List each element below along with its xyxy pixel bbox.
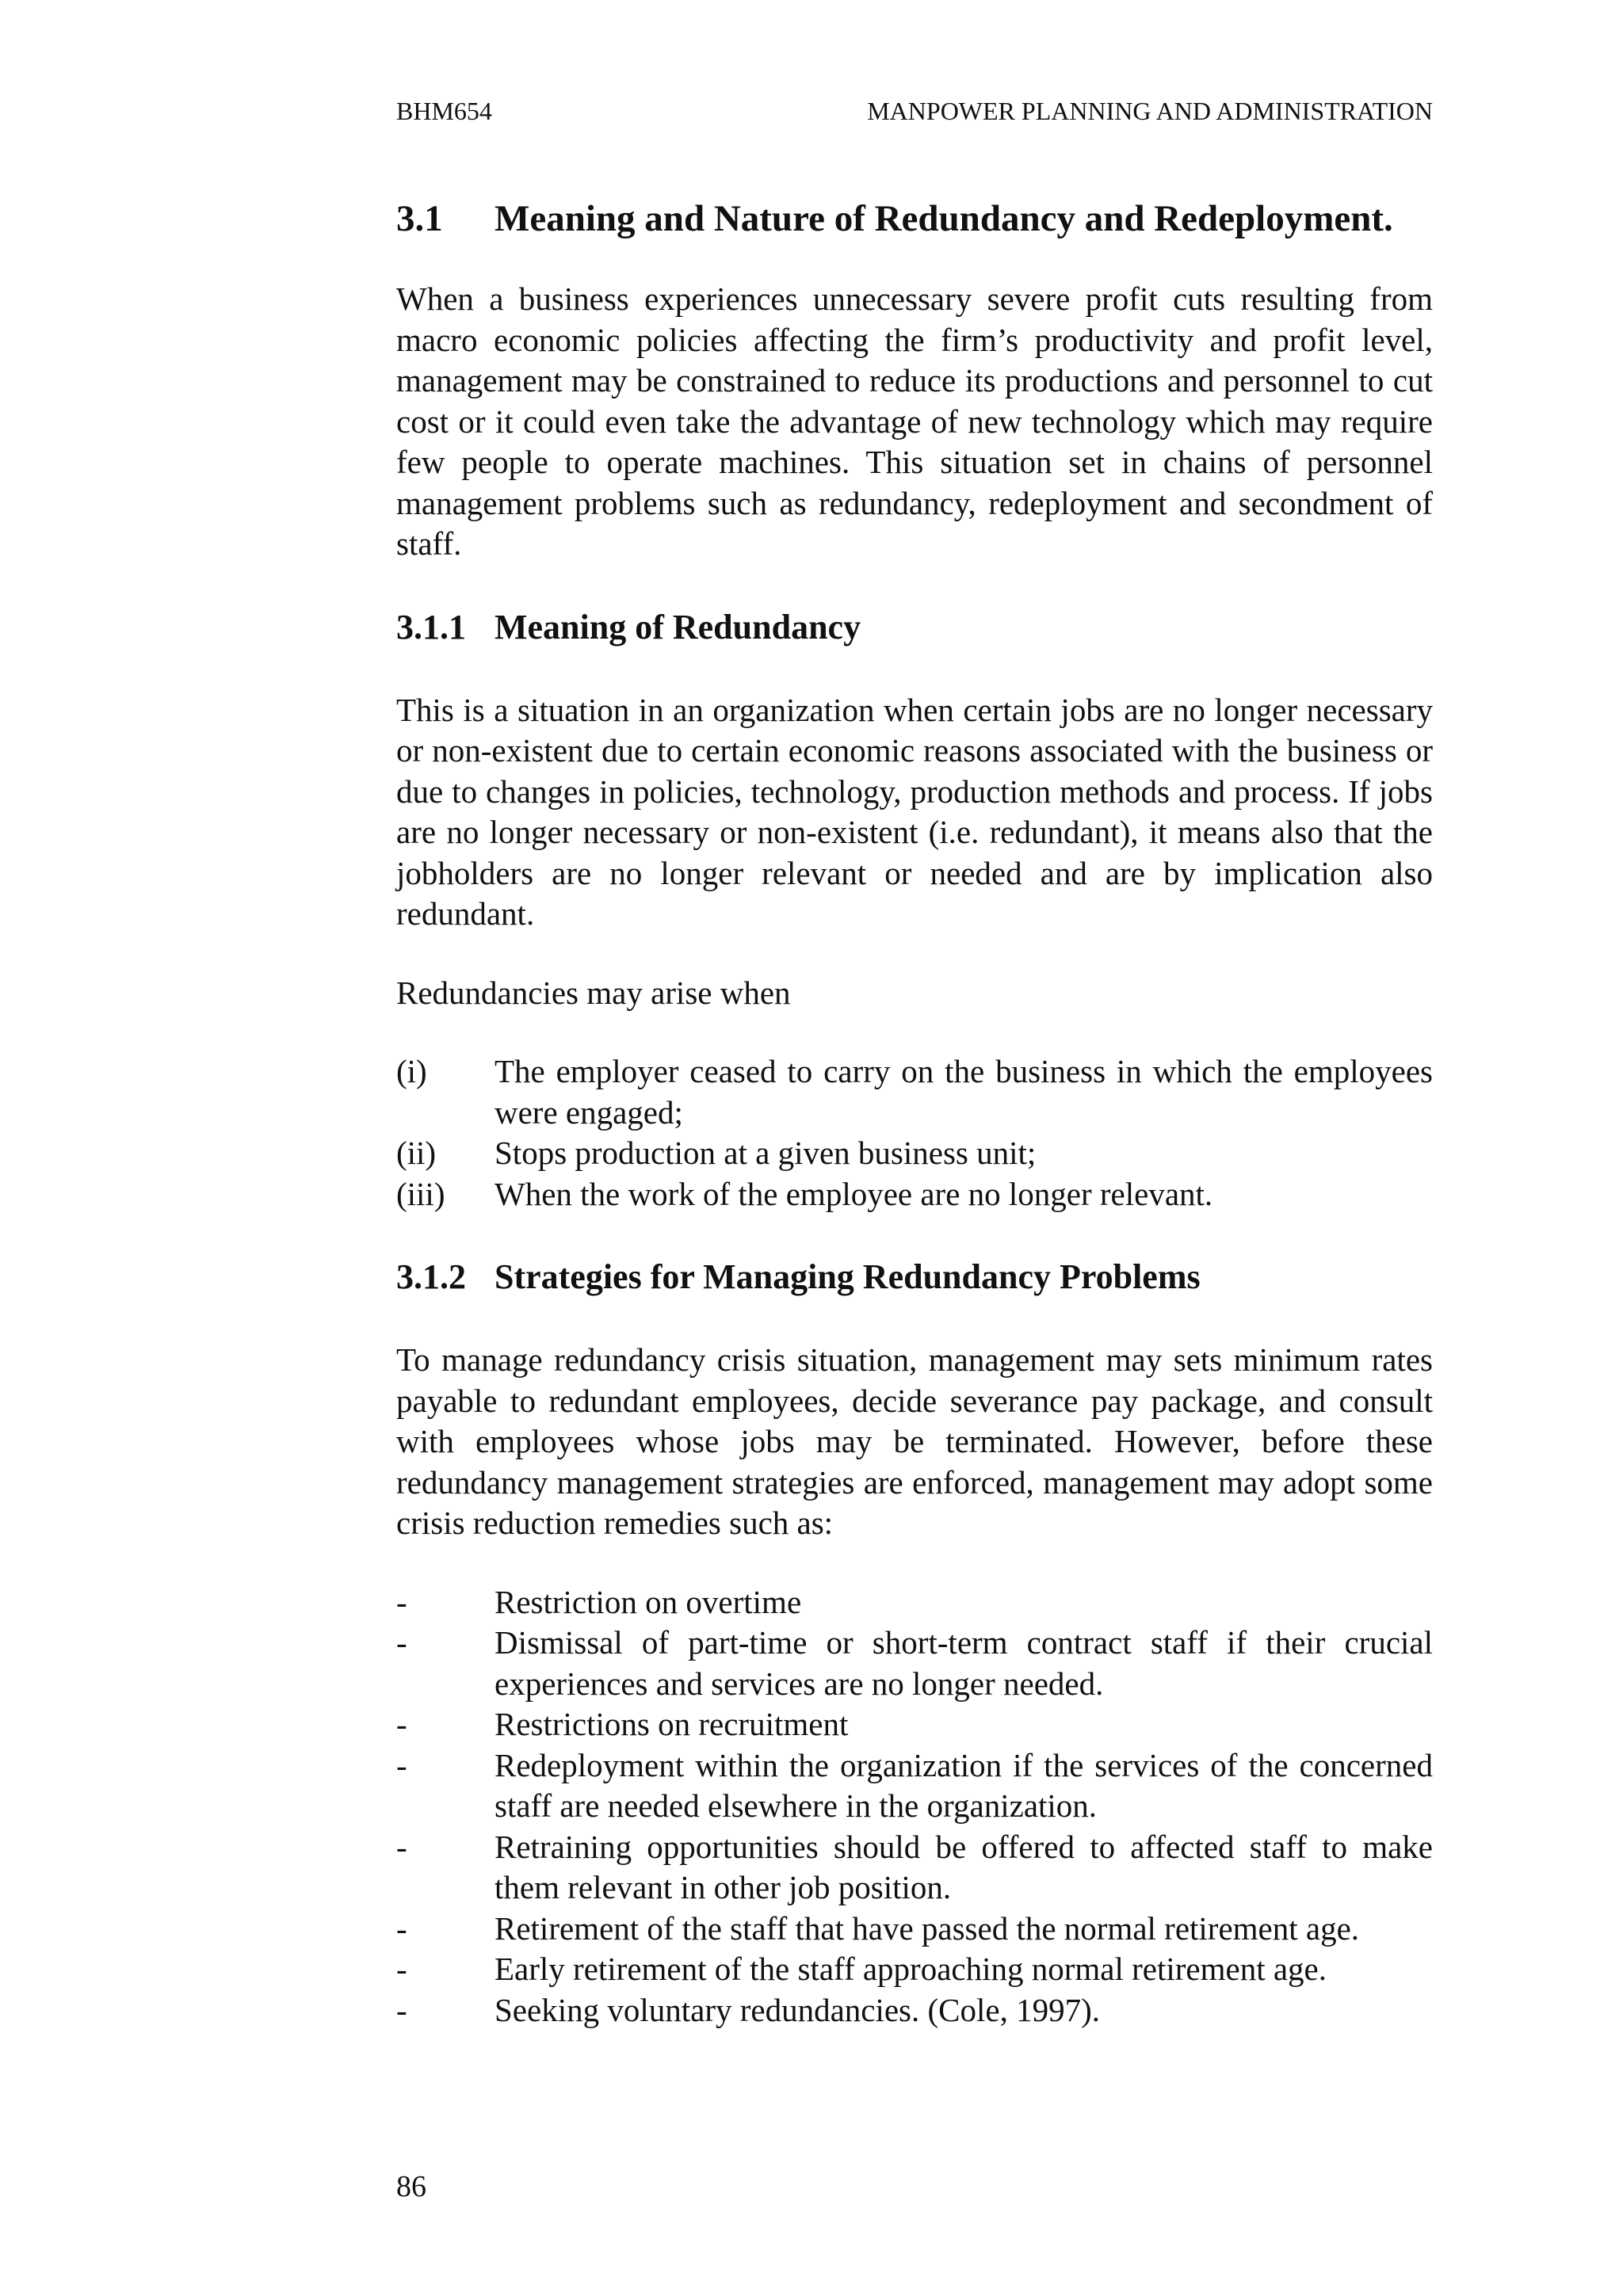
list-item-text: Early retirement of the staff approaching normal retirement age.: [495, 1951, 1327, 1987]
course-code: BHM654: [396, 97, 492, 125]
list-item: [396, 1051, 1433, 1133]
list-item-text: Redeployment within the organization if the services of the concerned staff are needed elsewhere in the organization.: [495, 1746, 1433, 1824]
list-item-text: Restrictions on recruitment: [495, 1706, 849, 1742]
list-item: [396, 1174, 1433, 1215]
list-marker: (iii): [396, 1175, 445, 1212]
list-marker: -: [396, 1624, 407, 1661]
list-item-text: Retraining opportunities should be offered to affected staff to make them relevant in other job position.: [495, 1828, 1433, 1905]
subsection-title: Meaning of Redundancy: [495, 607, 861, 646]
list-marker: -: [396, 1828, 407, 1865]
list-item: [396, 1909, 1433, 1950]
list-marker: (i): [396, 1053, 427, 1089]
running-header: [396, 97, 1433, 132]
subsection-heading: [396, 606, 1433, 649]
section-number: 3.1: [396, 198, 443, 239]
subsection-number: 3.1.1: [396, 607, 466, 646]
list-item: [396, 1745, 1433, 1827]
list-marker: -: [396, 1583, 407, 1620]
list-intro: Redundancies may arise when: [396, 974, 791, 1011]
strategies-paragraph: To manage redundancy crisis situation, management may sets minimum rates payable to redundant employees, decide severance pay package, and consult with employees whose jobs may be terminated. However, before these redundancy management strategies are enforced, management may adopt some crisis reduction remedies such as:: [396, 1341, 1433, 1541]
list-item-text: Retirement of the staff that have passed the normal retirement age.: [495, 1909, 1360, 1947]
list-marker: -: [396, 1706, 407, 1742]
course-title: MANPOWER PLANNING AND ADMINISTRATION: [867, 97, 1433, 125]
list-item-text: Stops production at a given business unit;: [495, 1135, 1037, 1171]
subsection-number: 3.1.2: [396, 1257, 466, 1296]
main-content: [396, 196, 1433, 2031]
list-item-text: Restriction on overtime: [495, 1583, 802, 1620]
list-item-text: The employer ceased to carry on the business in which the employees were engaged;: [495, 1053, 1433, 1131]
page-number: 86: [396, 2170, 426, 2203]
list-item: [396, 1990, 1433, 2031]
subsection-heading: [396, 1256, 1433, 1299]
intro-paragraph: When a business experiences unnecessary severe profit cuts resulting from macro economic policies affecting the firm’s productivity and profit level, management may be constrained to reduce its productions and personnel to cut cost or it could even take the advantage of new technology which may require few people to operate machines. This situation set in chains of personnel management problems such as redundancy, redeployment and secondment of staff.: [396, 280, 1433, 562]
list-item-text: Dismissal of part-time or short-term contract staff if their crucial experiences and services are no longer needed.: [495, 1624, 1433, 1702]
remedies-list: [396, 1582, 1433, 2031]
section-title: Meaning and Nature of Redundancy and Redeployment.: [495, 198, 1393, 239]
list-item-text: Seeking voluntary redundancies. (Cole, 1997).: [495, 1991, 1101, 2028]
list-item: [396, 1133, 1433, 1174]
list-marker: -: [396, 1991, 407, 2028]
list-marker: -: [396, 1746, 407, 1783]
list-item: [396, 1582, 1433, 1623]
redundancy-definition-paragraph: This is a situation in an organization when certain jobs are no longer necessary or non-existent due to certain economic reasons associated with the business or due to changes in policies, technology, production methods and process. If jobs are no longer necessary or non-existent (i.e. redundant), it means also that the jobholders are no longer relevant or needed and are by implication also redundant.: [396, 691, 1433, 932]
list-marker: (ii): [396, 1135, 437, 1171]
redundancy-causes-list: [396, 1051, 1433, 1215]
subsection-title: Strategies for Managing Redundancy Problems: [495, 1257, 1201, 1296]
section-heading: [396, 196, 1433, 241]
list-item: [396, 1623, 1433, 1704]
list-item: [396, 1827, 1433, 1909]
list-marker: -: [396, 1951, 407, 1987]
list-item-text: When the work of the employee are no longer relevant.: [495, 1175, 1213, 1212]
list-marker: -: [396, 1909, 407, 1947]
list-item: [396, 1949, 1433, 1990]
list-item: [396, 1704, 1433, 1745]
